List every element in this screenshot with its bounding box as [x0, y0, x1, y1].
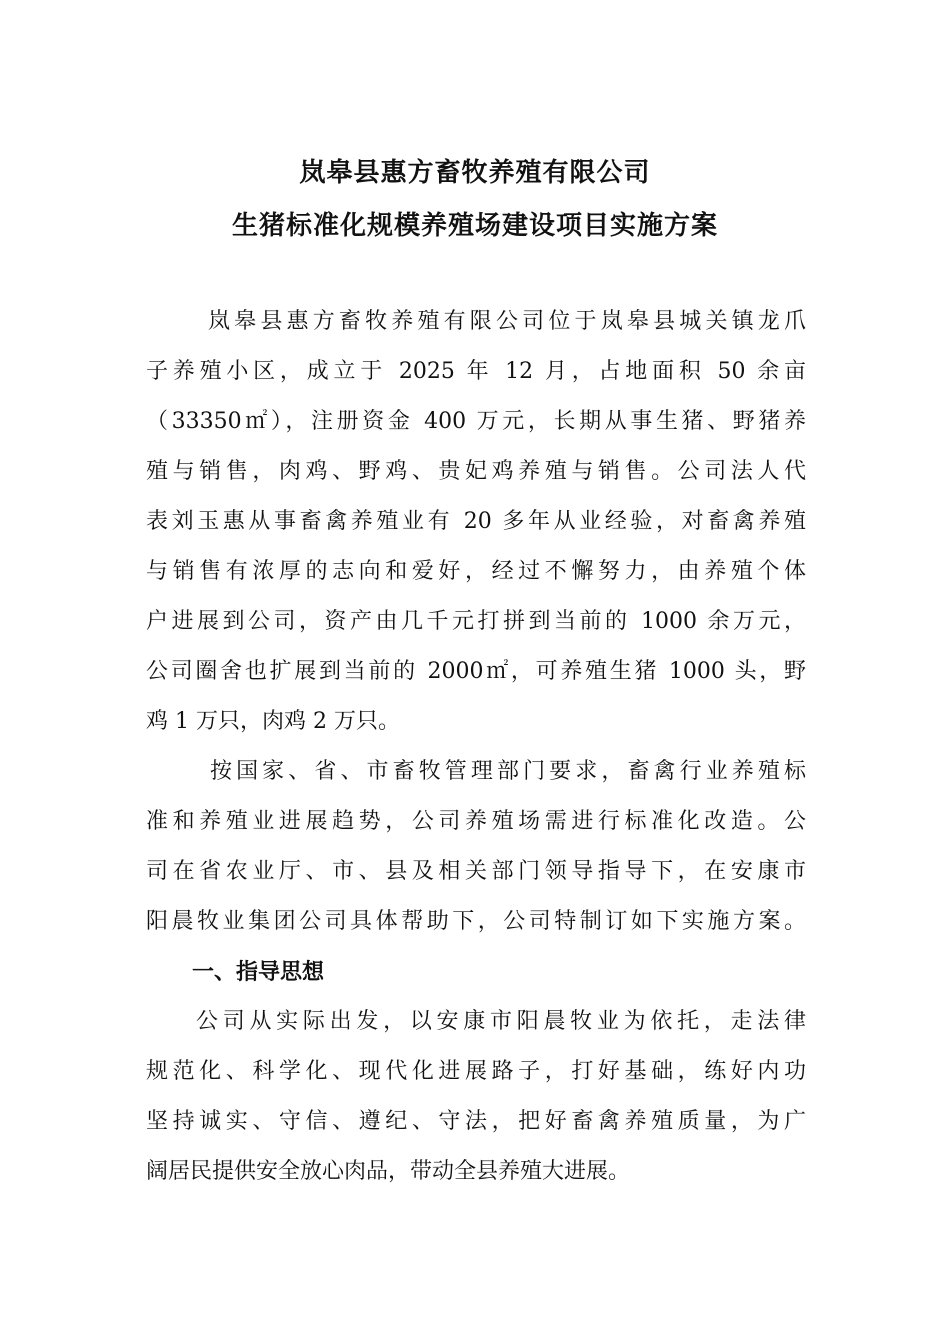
paragraph-1-line: 鸡 1 万只，肉鸡 2 万只。: [146, 709, 400, 734]
paragraph-1-line: （33350㎡），注册资金 400 万元，长期从事生猪、野猪养: [146, 409, 806, 434]
document-title-line-1: 岚皋县惠方畜牧养殖有限公司: [299, 158, 651, 188]
paragraph-1-line: 公司圈舍也扩展到当前的 2000㎡，可养殖生猪 1000 头，野: [146, 659, 806, 684]
document-title-line-2: 生猪标准化规模养殖场建设项目实施方案: [231, 211, 718, 241]
paragraph-1-line: 与销售有浓厚的志向和爱好，经过不懈努力，由养殖个体: [146, 559, 806, 584]
paragraph-1-line: 表刘玉惠从事畜禽养殖业有 20 多年从业经验，对畜禽养殖: [146, 509, 806, 534]
paragraph-3-line: 规范化、科学化、现代化进展路子，打好基础，练好内功: [146, 1059, 806, 1084]
section-heading: 一、指导思想: [192, 959, 325, 985]
paragraph-2-line: 准和养殖业进展趋势，公司养殖场需进行标准化改造。公: [146, 809, 806, 834]
paragraph-3-line: 阔居民提供安全放心肉品，带动全县养殖大进展。: [146, 1159, 631, 1184]
paragraph-2-line: 阳晨牧业集团公司具体帮助下，公司特制订如下实施方案。: [146, 909, 806, 934]
paragraph-1-line: 岚皋县惠方畜牧养殖有限公司位于岚皋县城关镇龙爪: [208, 309, 806, 334]
paragraph-3-line: 坚持诚实、守信、遵纪、守法，把好畜禽养殖质量，为广: [146, 1109, 806, 1134]
paragraph-2-line: 司在省农业厅、市、县及相关部门领导指导下，在安康市: [146, 859, 806, 884]
paragraph-1-line: 子养殖小区，成立于 2025 年 12 月，占地面积 50 余亩: [146, 359, 806, 384]
paragraph-1-line: 户进展到公司，资产由几千元打拼到当前的 1000 余万元，: [146, 609, 806, 634]
paragraph-2-line: 按国家、省、市畜牧管理部门要求，畜禽行业养殖标: [210, 759, 806, 784]
paragraph-3-line: 公司从实际出发，以安康市阳晨牧业为依托，走法律: [196, 1009, 806, 1034]
paragraph-1-line: 殖与销售，肉鸡、野鸡、贵妃鸡养殖与销售。公司法人代: [146, 459, 806, 484]
